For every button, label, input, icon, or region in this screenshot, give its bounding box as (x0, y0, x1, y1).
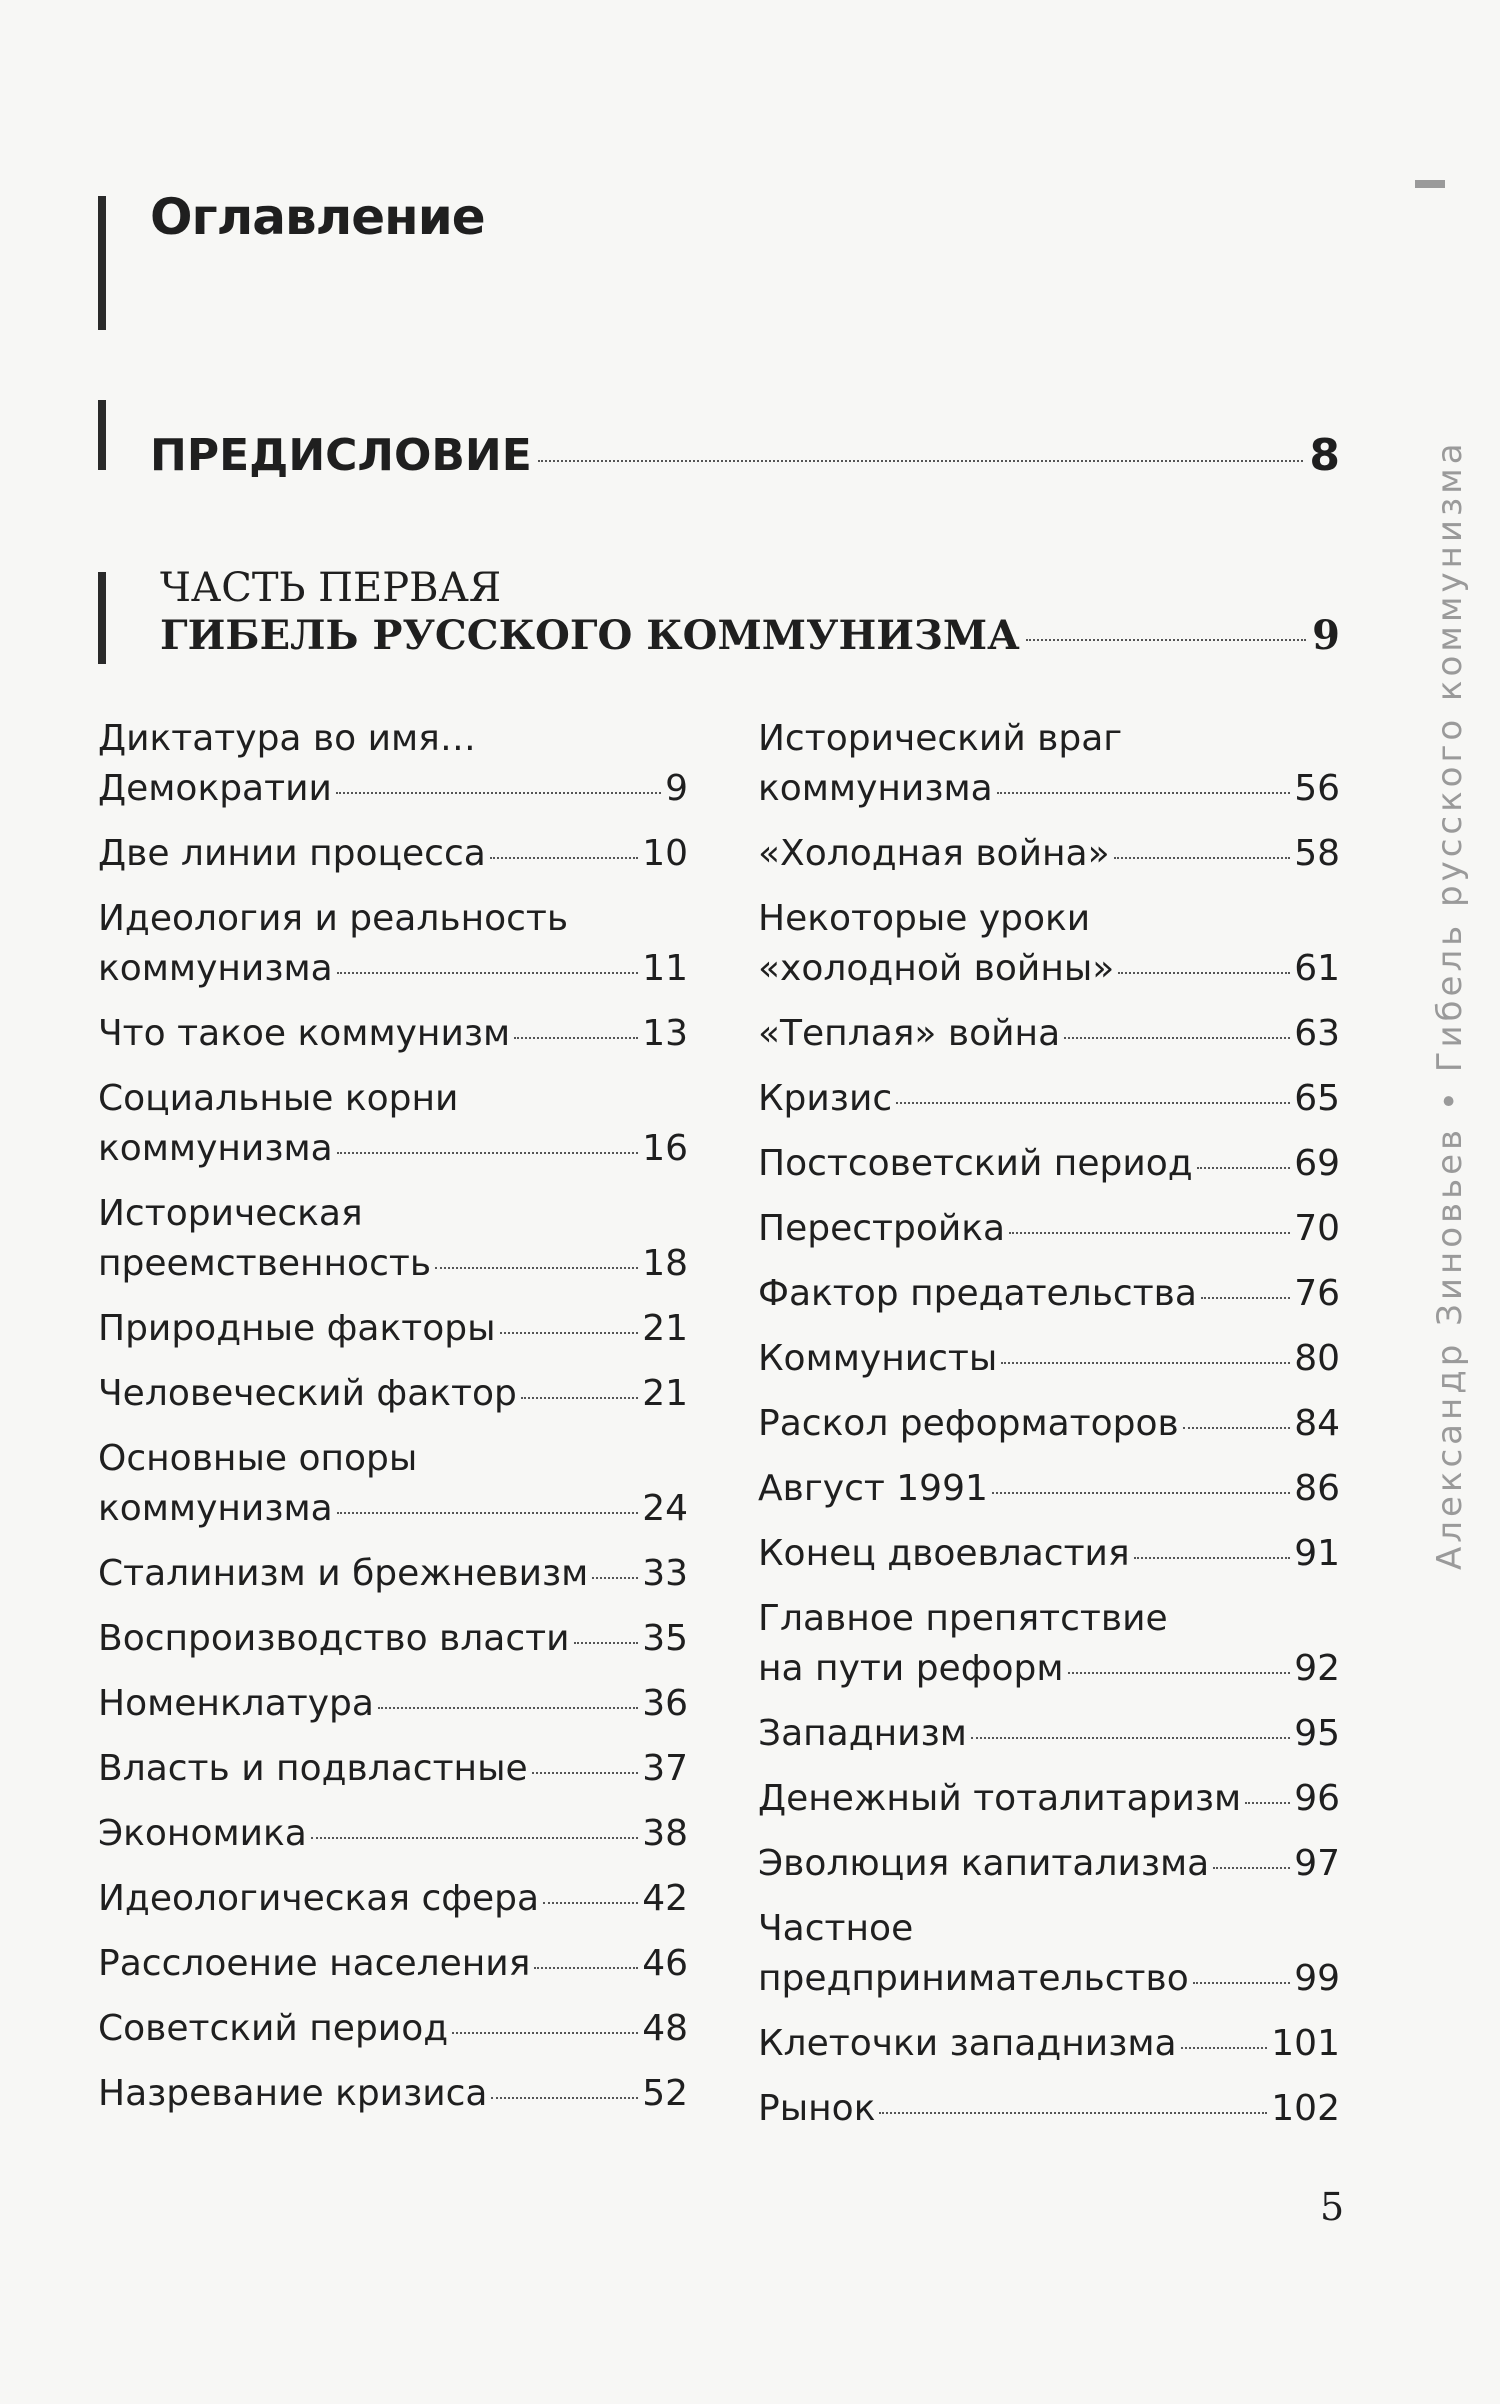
toc-entry-row (98, 2002, 688, 2056)
section-marker-bar (98, 572, 106, 664)
toc-entry-page: 91 (1294, 1533, 1340, 1574)
toc-entry-title: на пути реформ (758, 1648, 1064, 1689)
toc-entry-title: Раскол реформаторов (758, 1403, 1179, 1444)
toc-entry-row (758, 1072, 1340, 1126)
toc-entry-page: 92 (1294, 1648, 1340, 1689)
part-one-title: ГИБЕЛЬ РУССКОГО КОММУНИЗМА (160, 612, 1020, 659)
preface-label: ПРЕДИСЛОВИЕ (150, 430, 532, 481)
leader-dots (378, 1707, 638, 1709)
toc-entry-row (758, 1332, 1340, 1386)
toc-entry-title: Демократии (98, 768, 332, 809)
toc-entry-title-line1: Историческая (98, 1193, 363, 1234)
toc-entry (758, 1007, 1340, 1061)
leader-dots (574, 1642, 639, 1644)
toc-entry-page: 65 (1294, 1078, 1340, 1119)
leader-dots (1183, 1427, 1290, 1429)
toc-entry-page: 95 (1294, 1713, 1340, 1754)
toc-column-left (98, 712, 688, 2132)
toc-entry-title: Власть и подвластные (98, 1748, 528, 1789)
toc-entry-row (758, 1462, 1340, 1516)
toc-entry-page: 38 (642, 1813, 688, 1854)
toc-entry-row (758, 1527, 1340, 1581)
toc-entry-page: 97 (1294, 1843, 1340, 1884)
toc-entry-row (758, 1837, 1340, 1891)
toc-entry-title: коммунизма (98, 948, 333, 989)
toc-entry-title: Две линии процесса (98, 833, 486, 874)
toc-entry-title: «Теплая» война (758, 1013, 1061, 1054)
leader-dots (543, 1902, 638, 1904)
toc-entry-row (98, 827, 688, 881)
leader-dots (879, 2112, 1267, 2114)
toc-entry (98, 2002, 688, 2056)
toc-entry (758, 1707, 1340, 1761)
toc-entry (98, 1872, 688, 1926)
toc-entry (98, 1612, 688, 1666)
toc-entry-row (758, 827, 1340, 881)
toc-entry-row (98, 1367, 688, 1421)
toc-entry-page: 52 (642, 2073, 688, 2114)
leader-dots (337, 1152, 639, 1154)
toc-entry-title: Сталинизм и брежневизм (98, 1553, 589, 1594)
leader-dots (490, 857, 638, 859)
page-number: 5 (1320, 2185, 1345, 2229)
toc-entry (758, 1902, 1340, 2006)
toc-entry-title-line1: Идеология и реальность (98, 898, 569, 939)
toc-entry (758, 1462, 1340, 1516)
toc-entry-page: 18 (642, 1243, 688, 1284)
toc-entry (758, 1837, 1340, 1891)
toc-entry (758, 1267, 1340, 1321)
toc-entry-row (98, 1612, 688, 1666)
toc-entry (758, 1137, 1340, 1191)
leader-dots (992, 1492, 1290, 1494)
toc-entry-title: «холодной войны» (758, 948, 1115, 989)
toc-entry-title: Воспроизводство власти (98, 1618, 570, 1659)
toc-entry-title-line1: Исторический враг (758, 718, 1123, 759)
toc-entry-title: Клеточки западнизма (758, 2023, 1177, 2064)
toc-entry-page: 10 (642, 833, 688, 874)
toc-entry-title: Август 1991 (758, 1468, 988, 1509)
toc-entry-page: 24 (642, 1488, 688, 1529)
toc-entry-title: предпринимательство (758, 1958, 1189, 1999)
toc-entry-row (98, 1122, 688, 1176)
toc-entry-page: 101 (1271, 2023, 1340, 2064)
toc-entry-page: 21 (642, 1373, 688, 1414)
leader-dots (1114, 857, 1291, 859)
toc-entry-title: Западнизм (758, 1713, 967, 1754)
leader-dots (534, 1967, 638, 1969)
toc-entry-title: Экономика (98, 1813, 307, 1854)
toc-entry (98, 1187, 688, 1291)
leader-dots (1064, 1037, 1290, 1039)
leader-dots (532, 1772, 639, 1774)
preface-entry (150, 430, 1340, 481)
toc-entry-row (758, 1772, 1340, 1826)
toc-entry-title-line1: Некоторые уроки (758, 898, 1091, 939)
toc-entry-page: 70 (1294, 1208, 1340, 1249)
toc-entry-page: 61 (1294, 948, 1340, 989)
leader-dots (1009, 1232, 1290, 1234)
toc-entry-row (98, 1007, 688, 1061)
leader-dots (1068, 1672, 1291, 1674)
leader-dots (336, 792, 661, 794)
toc-entry-title: Фактор предательства (758, 1273, 1197, 1314)
leader-dots (1181, 2047, 1268, 2049)
toc-entry-title: Расслоение населения (98, 1943, 531, 1984)
toc-entry (758, 1202, 1340, 1256)
toc-entry-page: 9 (665, 768, 688, 809)
toc-entry-title: «Холодная война» (758, 833, 1110, 874)
running-header: Александр Зиновьев • Гибель русского коммунизма (1430, 439, 1470, 1570)
section-marker-bar (98, 196, 106, 330)
toc-entry-page: 13 (642, 1013, 688, 1054)
leader-dots (1118, 972, 1290, 974)
leader-dots (514, 1037, 638, 1039)
leader-dots (337, 1512, 639, 1514)
toc-entry (758, 2017, 1340, 2071)
part-one-label: ЧАСТЬ ПЕРВАЯ (160, 565, 502, 611)
toc-entry-page: 58 (1294, 833, 1340, 874)
toc-entry-page: 69 (1294, 1143, 1340, 1184)
toc-entry-row (758, 942, 1340, 996)
toc-entry (98, 712, 688, 816)
leader-dots (1026, 639, 1306, 641)
leader-dots (896, 1102, 1290, 1104)
toc-entry-page: 96 (1294, 1778, 1340, 1819)
leader-dots (435, 1267, 638, 1269)
leader-dots (311, 1837, 638, 1839)
toc-entry (98, 827, 688, 881)
toc-entry-row (98, 1872, 688, 1926)
toc-entry-page: 80 (1294, 1338, 1340, 1379)
toc-entry-row (98, 762, 688, 816)
toc-entry-page: 11 (642, 948, 688, 989)
toc-entry (758, 1772, 1340, 1826)
toc-entry-title: Природные факторы (98, 1308, 496, 1349)
part-one-entry (160, 612, 1340, 659)
toc-entry-page: 99 (1294, 1958, 1340, 1999)
toc-entry-title: Перестройка (758, 1208, 1006, 1249)
toc-entry-row (98, 942, 688, 996)
leader-dots (592, 1577, 638, 1579)
toc-entry-row (98, 2067, 688, 2121)
toc-entry-row (98, 1482, 688, 1536)
toc-entry-page: 16 (642, 1128, 688, 1169)
leader-dots (1201, 1297, 1290, 1299)
toc-entry-row (98, 1742, 688, 1796)
leader-dots (337, 972, 639, 974)
toc-column-right (758, 712, 1340, 2147)
leader-dots (521, 1397, 638, 1399)
toc-entry (758, 1527, 1340, 1581)
toc-entry (758, 892, 1340, 996)
toc-entry-title: коммунизма (758, 768, 993, 809)
toc-entry-title: Кризис (758, 1078, 893, 1119)
toc-entry-page: 37 (642, 1748, 688, 1789)
toc-entry-row (758, 1642, 1340, 1696)
toc-entry-title-line1: Частное (758, 1908, 914, 1949)
toc-entry (98, 1007, 688, 1061)
toc-entry-row (98, 1937, 688, 1991)
toc-entry-title: Назревание кризиса (98, 2073, 488, 2114)
toc-entry (98, 1072, 688, 1176)
toc-entry-page: 33 (642, 1553, 688, 1594)
toc-entry-row (758, 1007, 1340, 1061)
toc-entry-title: Номенклатура (98, 1683, 374, 1724)
toc-entry (758, 1397, 1340, 1451)
leader-dots (538, 460, 1304, 462)
leader-dots (452, 2032, 638, 2034)
toc-entry-row (758, 1952, 1340, 2006)
toc-entry-title: Рынок (758, 2088, 876, 2129)
leader-dots (971, 1737, 1290, 1739)
leader-dots (1197, 1167, 1291, 1169)
toc-entry-title: Денежный тоталитаризм (758, 1778, 1242, 1819)
toc-entry (98, 1367, 688, 1421)
toc-entry-row (758, 2017, 1340, 2071)
toc-entry (98, 1807, 688, 1861)
toc-entry (98, 1547, 688, 1601)
toc-entry-title: преемственность (98, 1243, 432, 1284)
toc-entry-row (758, 1397, 1340, 1451)
toc-entry-title: Что такое коммунизм (98, 1013, 511, 1054)
leader-dots (500, 1332, 639, 1334)
toc-entry-row (98, 1237, 688, 1291)
leader-dots (997, 792, 1291, 794)
spine-divider (1415, 180, 1445, 188)
toc-entry-title: Коммунисты (758, 1338, 998, 1379)
toc-entry (98, 2067, 688, 2121)
toc-entry-title: Конец двоевластия (758, 1533, 1130, 1574)
toc-entry-page: 46 (642, 1943, 688, 1984)
toc-entry (758, 1072, 1340, 1126)
toc-entry (758, 1332, 1340, 1386)
toc-entry-title: Идеологическая сфера (98, 1878, 540, 1919)
toc-entry (98, 1742, 688, 1796)
toc-entry (98, 1937, 688, 1991)
toc-entry-row (98, 1677, 688, 1731)
toc-entry-title-line1: Социальные корни (98, 1078, 459, 1119)
toc-entry-title-line1: Основные опоры (98, 1438, 418, 1479)
toc-entry-title: коммунизма (98, 1488, 333, 1529)
toc-entry (98, 1677, 688, 1731)
toc-entry (98, 1302, 688, 1356)
toc-entry-row (758, 762, 1340, 816)
toc-entry-title-line1: Диктатура во имя… (98, 718, 476, 759)
toc-entry-page: 36 (642, 1683, 688, 1724)
toc-entry-row (758, 1267, 1340, 1321)
toc-entry-title-line1: Главное препятствие (758, 1598, 1168, 1639)
toc-entry (758, 1592, 1340, 1696)
leader-dots (1134, 1557, 1291, 1559)
toc-entry-row (758, 1707, 1340, 1761)
section-marker-bar (98, 400, 106, 470)
toc-entry-page: 63 (1294, 1013, 1340, 1054)
leader-dots (1193, 1982, 1290, 1984)
toc-entry-page: 76 (1294, 1273, 1340, 1314)
toc-entry-row (98, 1302, 688, 1356)
leader-dots (491, 2097, 638, 2099)
toc-entry-title: Постсоветский период (758, 1143, 1193, 1184)
toc-entry (758, 712, 1340, 816)
toc-entry-title: коммунизма (98, 1128, 333, 1169)
toc-entry-page: 48 (642, 2008, 688, 2049)
toc-entry (98, 1432, 688, 1536)
toc-entry-title: Человеческий фактор (98, 1373, 517, 1414)
preface-page: 8 (1309, 430, 1340, 481)
toc-entry-page: 84 (1294, 1403, 1340, 1444)
part-one-page: 9 (1312, 612, 1340, 659)
toc-entry-row (98, 1547, 688, 1601)
leader-dots (1213, 1867, 1290, 1869)
toc-entry-title: Эволюция капитализма (758, 1843, 1210, 1884)
toc-entry-row (758, 2082, 1340, 2136)
toc-entry-row (98, 1807, 688, 1861)
toc-entry-page: 42 (642, 1878, 688, 1919)
toc-entry-page: 86 (1294, 1468, 1340, 1509)
toc-entry (758, 827, 1340, 881)
toc-entry-page: 21 (642, 1308, 688, 1349)
toc-entry-row (758, 1137, 1340, 1191)
toc-entry-page: 35 (642, 1618, 688, 1659)
leader-dots (1001, 1362, 1290, 1364)
toc-entry-row (758, 1202, 1340, 1256)
leader-dots (1245, 1802, 1290, 1804)
toc-entry (758, 2082, 1340, 2136)
toc-entry-page: 56 (1294, 768, 1340, 809)
toc-entry (98, 892, 688, 996)
toc-entry-page: 102 (1271, 2088, 1340, 2129)
toc-entry-title: Советский период (98, 2008, 449, 2049)
toc-title: Оглавление (150, 188, 485, 246)
